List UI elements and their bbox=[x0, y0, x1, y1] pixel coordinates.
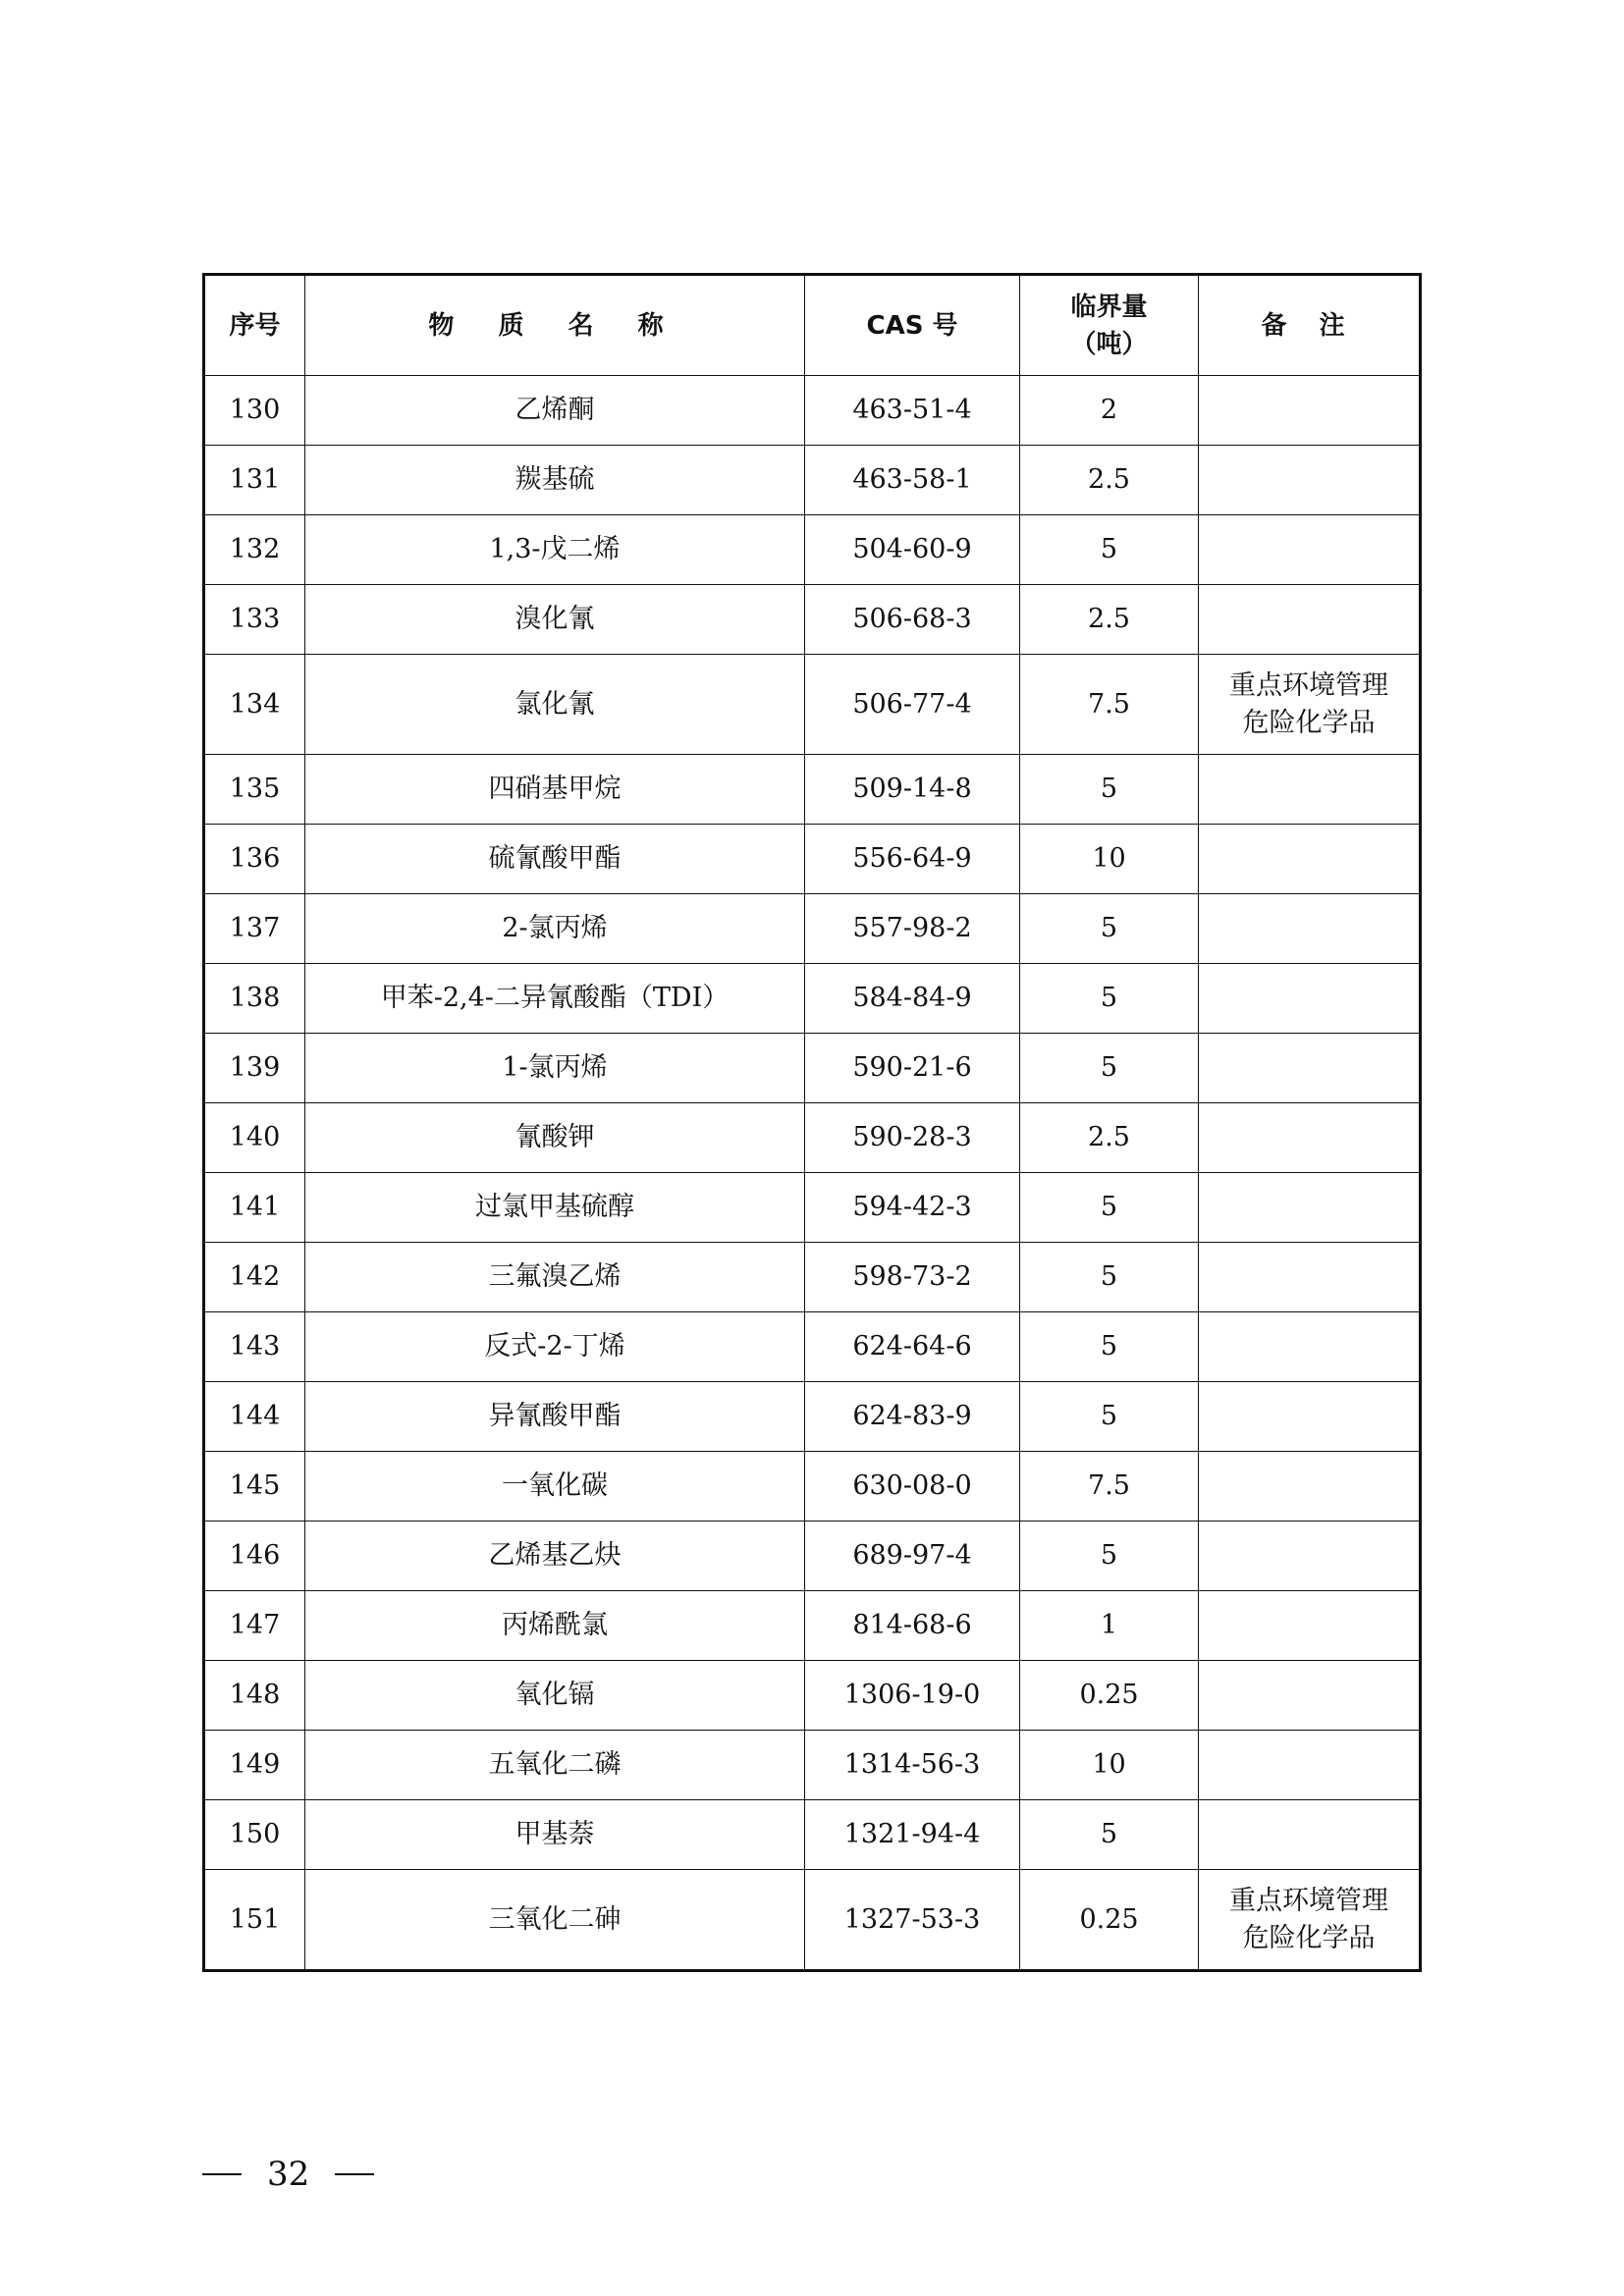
note-line-2: 危险化学品 bbox=[1242, 1922, 1376, 1953]
header-threshold-line2: （吨） bbox=[1070, 329, 1148, 359]
cell-name: 1-氯丙烯 bbox=[305, 1034, 805, 1103]
cell-name: 三氧化二砷 bbox=[305, 1870, 805, 1971]
table-row bbox=[204, 1661, 1421, 1731]
cell-name: 1,3-戊二烯 bbox=[305, 515, 805, 585]
cell-seq: 143 bbox=[204, 1312, 305, 1382]
cell-note bbox=[1199, 1870, 1421, 1971]
note-line-1: 重点环境管理 bbox=[1229, 1885, 1388, 1916]
header-seq: 序号 bbox=[204, 275, 305, 376]
cell-name: 氯化氰 bbox=[305, 655, 805, 755]
cell-seq: 136 bbox=[204, 825, 305, 894]
cell-qty: 1 bbox=[1020, 1591, 1199, 1661]
table-row bbox=[204, 1731, 1421, 1800]
cell-qty: 5 bbox=[1020, 1382, 1199, 1452]
cell-qty: 5 bbox=[1020, 1034, 1199, 1103]
cell-name: 硫氰酸甲酯 bbox=[305, 825, 805, 894]
cell-cas: 1327-53-3 bbox=[805, 1870, 1020, 1971]
cell-qty: 7.5 bbox=[1020, 655, 1199, 755]
cell-seq: 145 bbox=[204, 1452, 305, 1522]
cell-seq: 131 bbox=[204, 446, 305, 515]
table-row bbox=[204, 894, 1421, 964]
cell-cas: 506-77-4 bbox=[805, 655, 1020, 755]
cell-name: 甲基萘 bbox=[305, 1800, 805, 1870]
cell-cas: 506-68-3 bbox=[805, 585, 1020, 655]
table-row bbox=[204, 1382, 1421, 1452]
header-cas: CAS 号 bbox=[805, 275, 1020, 376]
cell-seq: 141 bbox=[204, 1173, 305, 1243]
cell-seq: 144 bbox=[204, 1382, 305, 1452]
cell-name: 乙烯酮 bbox=[305, 376, 805, 446]
cell-note bbox=[1199, 755, 1421, 825]
table-row bbox=[204, 1452, 1421, 1522]
cell-cas: 584-84-9 bbox=[805, 964, 1020, 1034]
cell-cas: 557-98-2 bbox=[805, 894, 1020, 964]
cell-note bbox=[1199, 964, 1421, 1034]
cell-name: 2-氯丙烯 bbox=[305, 894, 805, 964]
cell-name: 氰酸钾 bbox=[305, 1103, 805, 1173]
table-row bbox=[204, 515, 1421, 585]
page-number: 32 bbox=[267, 2155, 310, 2194]
cell-seq: 146 bbox=[204, 1522, 305, 1591]
table-row bbox=[204, 1243, 1421, 1312]
page-footer bbox=[202, 2155, 374, 2194]
table-row bbox=[204, 655, 1421, 755]
cell-qty: 5 bbox=[1020, 1800, 1199, 1870]
cell-name: 五氧化二磷 bbox=[305, 1731, 805, 1800]
cell-note bbox=[1199, 376, 1421, 446]
cell-seq: 138 bbox=[204, 964, 305, 1034]
header-threshold bbox=[1020, 275, 1199, 376]
cell-qty: 5 bbox=[1020, 1522, 1199, 1591]
cell-note bbox=[1199, 1800, 1421, 1870]
cell-cas: 594-42-3 bbox=[805, 1173, 1020, 1243]
cell-seq: 151 bbox=[204, 1870, 305, 1971]
cell-seq: 135 bbox=[204, 755, 305, 825]
cell-note bbox=[1199, 1731, 1421, 1800]
table-row bbox=[204, 964, 1421, 1034]
cell-seq: 132 bbox=[204, 515, 305, 585]
table-row bbox=[204, 1034, 1421, 1103]
cell-cas: 463-51-4 bbox=[805, 376, 1020, 446]
cell-seq: 140 bbox=[204, 1103, 305, 1173]
footer-dash-right bbox=[335, 2173, 374, 2175]
cell-seq: 130 bbox=[204, 376, 305, 446]
cell-seq: 149 bbox=[204, 1731, 305, 1800]
cell-cas: 624-64-6 bbox=[805, 1312, 1020, 1382]
table-row bbox=[204, 825, 1421, 894]
cell-name: 反式-2-丁烯 bbox=[305, 1312, 805, 1382]
cell-note bbox=[1199, 585, 1421, 655]
cell-name: 溴化氰 bbox=[305, 585, 805, 655]
cell-cas: 504-60-9 bbox=[805, 515, 1020, 585]
cell-cas: 1314-56-3 bbox=[805, 1731, 1020, 1800]
header-name: 物 质 名 称 bbox=[305, 275, 805, 376]
cell-name: 过氯甲基硫醇 bbox=[305, 1173, 805, 1243]
cell-qty: 5 bbox=[1020, 1312, 1199, 1382]
table-row bbox=[204, 1173, 1421, 1243]
cell-note bbox=[1199, 894, 1421, 964]
cell-note bbox=[1199, 1661, 1421, 1731]
cell-name: 丙烯酰氯 bbox=[305, 1591, 805, 1661]
table-row bbox=[204, 1103, 1421, 1173]
cell-seq: 139 bbox=[204, 1034, 305, 1103]
note-line-1: 重点环境管理 bbox=[1229, 669, 1388, 701]
cell-cas: 463-58-1 bbox=[805, 446, 1020, 515]
table-row bbox=[204, 1870, 1421, 1971]
cell-note bbox=[1199, 1173, 1421, 1243]
cell-seq: 137 bbox=[204, 894, 305, 964]
cell-name: 四硝基甲烷 bbox=[305, 755, 805, 825]
cell-cas: 1306-19-0 bbox=[805, 1661, 1020, 1731]
cell-note bbox=[1199, 515, 1421, 585]
cell-cas: 630-08-0 bbox=[805, 1452, 1020, 1522]
cell-name: 氧化镉 bbox=[305, 1661, 805, 1731]
cell-qty: 2 bbox=[1020, 376, 1199, 446]
table-row bbox=[204, 1591, 1421, 1661]
cell-note bbox=[1199, 1591, 1421, 1661]
cell-name: 乙烯基乙炔 bbox=[305, 1522, 805, 1591]
note-line-2: 危险化学品 bbox=[1242, 707, 1376, 738]
cell-qty: 5 bbox=[1020, 515, 1199, 585]
cell-qty: 5 bbox=[1020, 964, 1199, 1034]
cell-note bbox=[1199, 825, 1421, 894]
cell-qty: 7.5 bbox=[1020, 1452, 1199, 1522]
cell-seq: 142 bbox=[204, 1243, 305, 1312]
table-row bbox=[204, 585, 1421, 655]
footer-dash-left bbox=[202, 2173, 242, 2175]
cell-note bbox=[1199, 446, 1421, 515]
table-row bbox=[204, 1522, 1421, 1591]
cell-cas: 1321-94-4 bbox=[805, 1800, 1020, 1870]
cell-qty: 5 bbox=[1020, 1243, 1199, 1312]
cell-qty: 5 bbox=[1020, 894, 1199, 964]
cell-cas: 509-14-8 bbox=[805, 755, 1020, 825]
cell-cas: 814-68-6 bbox=[805, 1591, 1020, 1661]
cell-name: 异氰酸甲酯 bbox=[305, 1382, 805, 1452]
cell-qty: 5 bbox=[1020, 1173, 1199, 1243]
cell-cas: 590-21-6 bbox=[805, 1034, 1020, 1103]
table-row bbox=[204, 1312, 1421, 1382]
cell-seq: 134 bbox=[204, 655, 305, 755]
cell-qty: 0.25 bbox=[1020, 1870, 1199, 1971]
cell-note bbox=[1199, 1034, 1421, 1103]
cell-qty: 5 bbox=[1020, 755, 1199, 825]
cell-seq: 148 bbox=[204, 1661, 305, 1731]
cell-name: 羰基硫 bbox=[305, 446, 805, 515]
cell-note bbox=[1199, 1243, 1421, 1312]
header-threshold-line1: 临界量 bbox=[1070, 292, 1148, 322]
cell-note bbox=[1199, 1382, 1421, 1452]
table-row bbox=[204, 1800, 1421, 1870]
cell-name: 三氟溴乙烯 bbox=[305, 1243, 805, 1312]
cell-qty: 0.25 bbox=[1020, 1661, 1199, 1731]
cell-qty: 10 bbox=[1020, 1731, 1199, 1800]
cell-note bbox=[1199, 1452, 1421, 1522]
cell-name: 一氧化碳 bbox=[305, 1452, 805, 1522]
cell-seq: 150 bbox=[204, 1800, 305, 1870]
cell-cas: 598-73-2 bbox=[805, 1243, 1020, 1312]
cell-seq: 133 bbox=[204, 585, 305, 655]
header-note: 备 注 bbox=[1199, 275, 1421, 376]
table-header-row bbox=[204, 275, 1421, 376]
cell-qty: 2.5 bbox=[1020, 585, 1199, 655]
cell-qty: 10 bbox=[1020, 825, 1199, 894]
hazardous-substances-table bbox=[202, 273, 1422, 1972]
cell-note bbox=[1199, 1522, 1421, 1591]
table-row bbox=[204, 755, 1421, 825]
cell-qty: 2.5 bbox=[1020, 446, 1199, 515]
cell-name: 甲苯-2,4-二异氰酸酯（TDI） bbox=[305, 964, 805, 1034]
cell-note bbox=[1199, 1103, 1421, 1173]
cell-seq: 147 bbox=[204, 1591, 305, 1661]
table-row bbox=[204, 446, 1421, 515]
cell-note bbox=[1199, 655, 1421, 755]
cell-note bbox=[1199, 1312, 1421, 1382]
table-row bbox=[204, 376, 1421, 446]
cell-cas: 689-97-4 bbox=[805, 1522, 1020, 1591]
cell-qty: 2.5 bbox=[1020, 1103, 1199, 1173]
cell-cas: 590-28-3 bbox=[805, 1103, 1020, 1173]
cell-cas: 624-83-9 bbox=[805, 1382, 1020, 1452]
cell-cas: 556-64-9 bbox=[805, 825, 1020, 894]
